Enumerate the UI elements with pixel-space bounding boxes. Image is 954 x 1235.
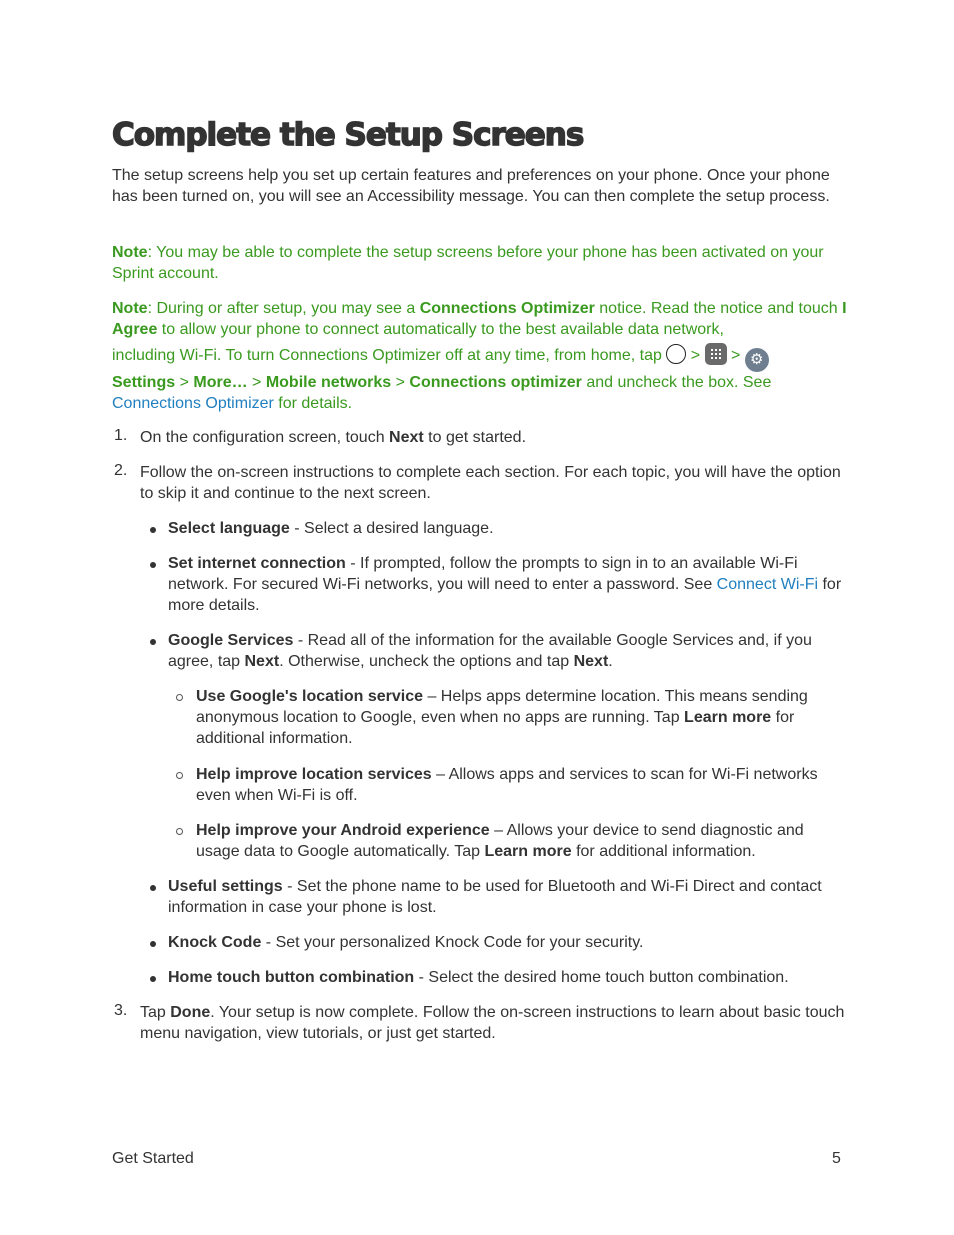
note-bold: Connections Optimizer <box>419 300 595 317</box>
step-number: 2. <box>114 462 128 479</box>
sub-bullet-improve-android <box>196 820 848 862</box>
bullet-bold: Home touch button combination <box>168 969 415 986</box>
intro-paragraph: The setup screens help you set up certain features and preferences on your phone. Once your phone has been turned on, you will see an Accessibility message. You can then complete the setup process. <box>112 167 830 205</box>
bullet-dot <box>150 527 156 533</box>
note-text: and uncheck the box. See <box>581 374 772 391</box>
note-text: : During or after setup, you may see a <box>147 300 420 317</box>
note-text: : You may be able to complete the setup screens before your phone has been activated on your Sprint account. <box>112 244 824 282</box>
bullet-text: - Set your personalized Knock Code for your security. <box>261 934 644 951</box>
sub-bullet-text: for additional information. <box>196 709 795 747</box>
note-connections-optimizer <box>112 298 847 340</box>
bullet-text: - Read all of the information for the available Google Services and, if you agree, tap <box>168 632 812 670</box>
step-bold: Done <box>170 1004 211 1021</box>
bullet-bold: Next <box>244 653 280 670</box>
path-separator: > <box>686 347 705 364</box>
sub-bullet-circle <box>176 694 183 701</box>
note-bold: Connections optimizer <box>409 374 582 391</box>
note-bold: I Agree <box>112 300 847 338</box>
bullet-dot <box>150 976 156 982</box>
sub-bullet-location-service <box>196 686 848 749</box>
path-separator: > <box>247 374 266 391</box>
apps-icon <box>705 343 727 365</box>
step-number: 1. <box>114 427 128 444</box>
bullet-dot <box>150 941 156 947</box>
bullet-internet-connection <box>168 553 848 616</box>
step-2: Follow the on-screen instructions to complete each section. For each topic, you will have the option to skip it and continue to the next screen. <box>140 464 841 502</box>
note-label: Note <box>112 244 148 261</box>
bullet-google-services <box>168 630 848 672</box>
step-text: Tap <box>140 1004 171 1021</box>
path-separator: > <box>726 347 745 364</box>
step-bold: Next <box>389 429 424 446</box>
note-label: Note <box>112 300 148 317</box>
step-text: On the configuration screen, touch <box>140 429 390 446</box>
bullet-text: - Set the phone name to be used for Bluetooth and Wi-Fi Direct and contact information in case your phone is lost. <box>168 878 822 916</box>
bullet-bold: Next <box>573 653 609 670</box>
bullet-home-touch-combination <box>168 967 848 988</box>
bullet-text: . <box>608 653 613 670</box>
bullet-text: - If prompted, follow the prompts to sign in to an available Wi-Fi network. For secured Wi-Fi networks, you will need to enter a password. See <box>168 555 798 593</box>
bullet-dot <box>150 562 156 568</box>
note-bold: More… <box>193 374 248 391</box>
note-connections-path <box>112 343 847 414</box>
sub-bullet-bold: Learn more <box>684 709 772 726</box>
sub-bullet-bold: Learn more <box>484 843 572 860</box>
note-bold: Settings <box>112 374 176 391</box>
bullet-useful-settings <box>168 876 848 918</box>
note-text: including Wi-Fi. To turn Connections Optimizer off at any time, from home, tap <box>112 347 667 364</box>
bullet-bold: Google Services <box>168 632 294 649</box>
sub-bullet-text: for additional information. <box>571 843 756 860</box>
home-icon <box>666 344 686 364</box>
note-text: notice. Read the notice and touch <box>594 300 843 317</box>
footer-page-number: 5 <box>832 1150 841 1167</box>
note-text: for details. <box>273 395 353 412</box>
sub-bullet-text: – Helps apps determine location. This means sending anonymous location to Google, even when no apps are running. Tap <box>196 688 808 726</box>
step-text: to get started. <box>423 429 527 446</box>
step-3 <box>140 1002 848 1044</box>
bullet-bold: Knock Code <box>168 934 262 951</box>
bullet-text: for more details. <box>168 576 842 614</box>
sub-bullet-bold: Use Google's location service <box>196 688 423 705</box>
sub-bullet-text: – Allows your device to send diagnostic and usage data to Google automatically. Tap <box>196 822 804 860</box>
note-text: to allow your phone to connect automatically to the best available data network, <box>157 321 724 338</box>
bullet-dot <box>150 885 156 891</box>
sub-bullet-bold: Help improve your Android experience <box>196 822 490 839</box>
path-separator: > <box>391 374 410 391</box>
connections-optimizer-link[interactable]: Connections Optimizer <box>112 395 274 412</box>
step-number: 3. <box>114 1002 128 1019</box>
step-1 <box>140 427 848 448</box>
bullet-bold: Select language <box>168 520 290 537</box>
step-text: . Your setup is now complete. Follow the on-screen instructions to learn about basic touch menu navigation, view tutorials, or just get started. <box>140 1004 845 1042</box>
sub-bullet-improve-location <box>196 764 848 806</box>
sub-bullet-circle <box>176 828 183 835</box>
footer-section-name: Get Started <box>112 1150 194 1167</box>
bullet-text: . Otherwise, uncheck the options and tap <box>279 653 574 670</box>
bullet-bold: Set internet connection <box>168 555 346 572</box>
bullet-select-language <box>168 518 848 539</box>
note-bold: Mobile networks <box>265 374 392 391</box>
sub-bullet-text: – Allows apps and services to scan for Wi-Fi networks even when Wi-Fi is off. <box>196 766 818 804</box>
sub-bullet-bold: Help improve location services <box>196 766 432 783</box>
sub-bullet-circle <box>176 772 183 779</box>
settings-gear-icon: ⚙ <box>745 348 769 372</box>
note-activation <box>112 242 847 284</box>
bullet-dot <box>150 639 156 645</box>
path-separator: > <box>175 374 194 391</box>
connect-wifi-link[interactable]: Connect Wi-Fi <box>716 576 819 593</box>
bullet-bold: Useful settings <box>168 878 283 895</box>
bullet-knock-code <box>168 932 848 953</box>
page-title: Complete the Setup Screens <box>112 117 584 153</box>
bullet-text: - Select a desired language. <box>289 520 494 537</box>
bullet-text: - Select the desired home touch button combination. <box>414 969 789 986</box>
